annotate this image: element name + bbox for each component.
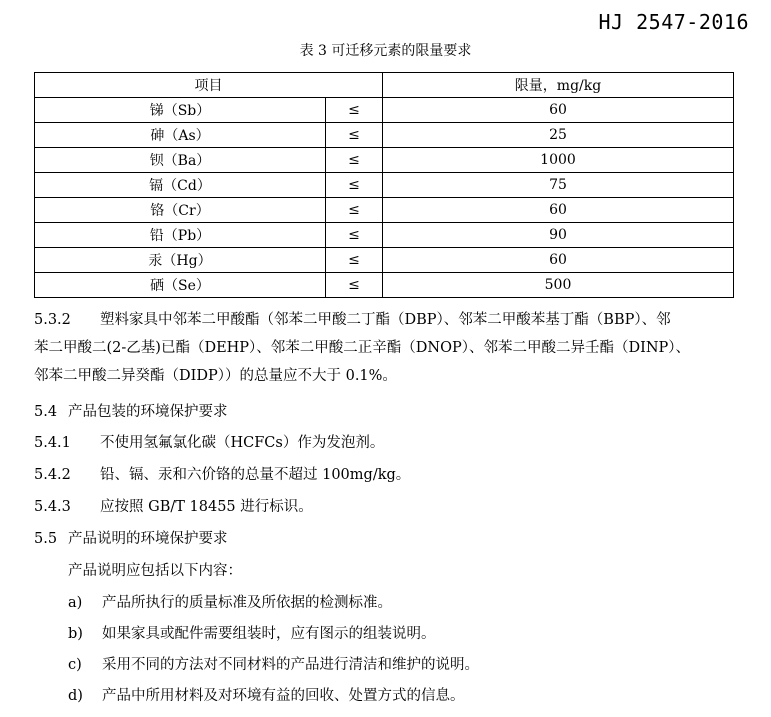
- table-row: [35, 273, 734, 298]
- list-item-text: 如果家具或配件需要组装时，应有图示的组装说明。: [102, 626, 436, 642]
- element-cell: 钡（Ba）: [35, 148, 326, 173]
- element-cell: 汞（Hg）: [35, 248, 326, 273]
- clause-5-3-2: [34, 306, 734, 390]
- table-row: [35, 98, 734, 123]
- element-cell: 锑（Sb）: [35, 98, 326, 123]
- limit-cell: 60: [383, 98, 734, 123]
- section-number: 5.4: [34, 404, 58, 420]
- clause-text: 铅、镉、汞和六价铬的总量不超过 100mg/kg。: [100, 467, 411, 483]
- clause-text: 不使用氢氟氯化碳（HCFCs）作为发泡剂。: [100, 435, 385, 451]
- element-cell: 铬（Cr）: [35, 198, 326, 223]
- limit-cell: 25: [383, 123, 734, 148]
- table-row: [35, 198, 734, 223]
- limit-cell: 60: [383, 198, 734, 223]
- list-item: [68, 682, 734, 710]
- table-header-row: [35, 73, 734, 98]
- intro-text: 产品说明应包括以下内容：: [68, 563, 242, 579]
- element-cell: 砷（As）: [35, 123, 326, 148]
- list-item: [68, 620, 734, 648]
- column-header-limit: 限量，mg/kg: [383, 73, 734, 98]
- section-title: 产品包装的环境保护要求: [68, 404, 228, 420]
- clause-5-4-2: [34, 461, 734, 489]
- operator-cell: ≤: [326, 173, 383, 198]
- element-cell: 铅（Pb）: [35, 223, 326, 248]
- clause-number: 5.4.3: [34, 499, 71, 515]
- clause-5-4-3: [34, 493, 734, 521]
- limit-cell: 1000: [383, 148, 734, 173]
- list-item: [68, 651, 734, 679]
- clause-number: 5.4.2: [34, 467, 71, 483]
- table-row: [35, 148, 734, 173]
- clause-5-4-1: [34, 429, 734, 457]
- list-item-text: 产品中所用材料及对环境有益的回收、处置方式的信息。: [102, 688, 465, 704]
- table-row: [35, 123, 734, 148]
- section-title: 产品说明的环境保护要求: [68, 531, 228, 547]
- list-item-label: a): [68, 595, 83, 611]
- operator-cell: ≤: [326, 198, 383, 223]
- clause-number: 5.3.2: [34, 312, 71, 328]
- limit-cell: 60: [383, 248, 734, 273]
- clause-text-line: 邻苯二甲酸二异癸酯（DIDP））的总量应不大于 0.1%。: [34, 368, 397, 384]
- operator-cell: ≤: [326, 248, 383, 273]
- limit-cell: 75: [383, 173, 734, 198]
- list-item: [68, 589, 734, 617]
- clause-number: 5.4.1: [34, 435, 71, 451]
- standard-code: HJ 2547-2016: [598, 10, 749, 34]
- column-header-item: 项目: [35, 73, 383, 98]
- clause-text-line: 塑料家具中邻苯二甲酸酯（邻苯二甲酸二丁酯（DBP）、邻苯二甲酸苯基丁酯（BBP）、邻: [100, 312, 671, 328]
- table-row: [35, 223, 734, 248]
- list-item-label: c): [68, 657, 82, 673]
- list-item-label: b): [68, 626, 83, 642]
- element-cell: 硒（Se）: [35, 273, 326, 298]
- operator-cell: ≤: [326, 123, 383, 148]
- table-row: [35, 173, 734, 198]
- clause-text: 应按照 GB/T 18455 进行标识。: [100, 499, 313, 515]
- limit-cell: 500: [383, 273, 734, 298]
- list-item-text: 产品所执行的质量标准及所依据的检测标准。: [102, 595, 392, 611]
- element-cell: 镉（Cd）: [35, 173, 326, 198]
- section-5-5-heading: [34, 525, 734, 553]
- section-5-4-heading: [34, 398, 734, 426]
- table-row: [35, 248, 734, 273]
- table-title: 表 3 可迁移元素的限量要求: [299, 43, 472, 59]
- list-item-label: d): [68, 688, 83, 704]
- operator-cell: ≤: [326, 98, 383, 123]
- limit-cell: 90: [383, 223, 734, 248]
- list-item-text: 采用不同的方法对不同材料的产品进行清洁和维护的说明。: [102, 657, 479, 673]
- operator-cell: ≤: [326, 223, 383, 248]
- operator-cell: ≤: [326, 148, 383, 173]
- section-number: 5.5: [34, 531, 58, 547]
- clause-text-line: 苯二甲酸二(2-乙基)已酯（DEHP）、邻苯二甲酸二正辛酯（DNOP）、邻苯二甲酸二异壬酯（DINP）、: [34, 340, 691, 356]
- limits-table: [34, 72, 734, 298]
- operator-cell: ≤: [326, 273, 383, 298]
